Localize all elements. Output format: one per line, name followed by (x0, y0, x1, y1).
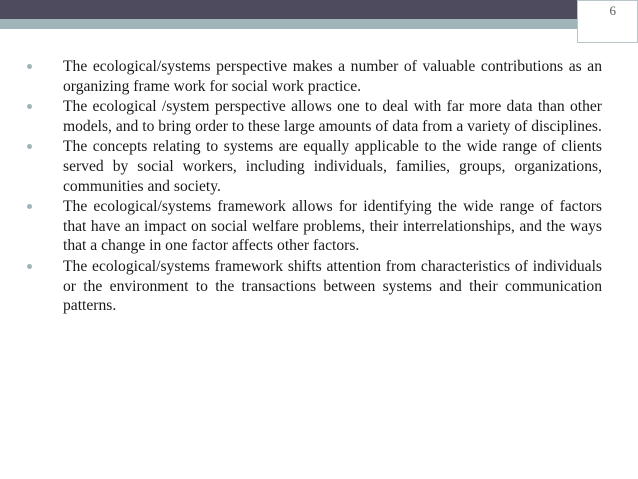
accent-stripe (0, 19, 638, 29)
bullet-item (25, 97, 602, 136)
bullet-text: The concepts relating to systems are equally applicable to the wide range of clients served by social workers, including individuals, families, groups, organizations, communities and society. (63, 138, 602, 195)
bullet-item (25, 137, 602, 196)
header-bar (0, 0, 638, 19)
bullet-dot-icon (27, 64, 32, 69)
bullet-dot-icon (27, 144, 32, 149)
bullet-list (25, 57, 602, 317)
bullet-text: The ecological /system perspective allows one to deal with far more data than other models, and to bring order to these large amounts of data from a variety of disciplines. (63, 98, 602, 135)
bullet-item (25, 197, 602, 256)
bullet-dot-icon (27, 264, 32, 269)
bullet-text: The ecological/systems framework shifts attention from characteristics of individuals or the environment to the transactions between systems and their communication patterns. (63, 257, 602, 315)
bullet-item (25, 257, 602, 316)
slide-number-box (577, 0, 638, 43)
bullet-dot-icon (27, 204, 32, 209)
bullet-dot-icon (27, 104, 32, 109)
slide-number: 6 (609, 3, 616, 18)
bullet-text: The ecological/systems perspective makes a number of valuable contributions as an organizing frame work for social work practice. (63, 58, 602, 95)
bullet-text: The ecological/systems framework allows for identifying the wide range of factors that have an impact on social welfare problems, their interrelationships, and the ways that a change in one factor affects other factors. (63, 198, 602, 255)
bullet-item (25, 57, 602, 96)
